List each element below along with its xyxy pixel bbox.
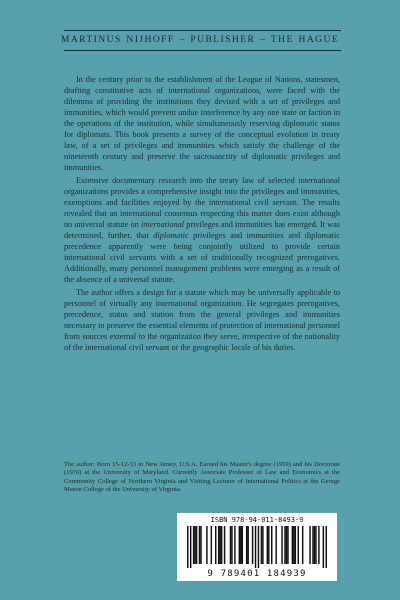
barcode-bar [284, 526, 285, 564]
blurb-p2-emphasis-diplomatic: diplomatic [153, 231, 189, 240]
barcode-bar [246, 526, 247, 564]
barcode-bar [242, 526, 243, 564]
blurb-paragraph-2 [64, 175, 340, 285]
barcode-bar [196, 526, 197, 564]
barcode-bar [281, 526, 282, 564]
barcode-bar [271, 526, 272, 564]
blurb-paragraph-1: In the century prior to the establishment of the League of Nations, statesmen, drafting constitutive acts of international organizations, were faced with the dilemma of providing the institutions they devised with a set of privileges and immunities, which would prevent undue interference by any one state or faction in the operations of the institution, while simultaneously reserving diplomatic status for diplomats. This book presents a survey of the conceptual evolution in treaty law, of a set of privileges and immunities which satisfy the challenge of the nineteenth century and preserve the sacrosanctity of diplomatic privileges and immunities. [64, 75, 340, 172]
blurb-p2-part-c: privileges and immunities and diplomatic precedence apparently were being conjointly utilized to provide certain international civil servants with a set of traditionally recognized prerogatives. Additionally, many personnel management problems were emerging as a result of the absence of a universal statute. [64, 231, 340, 284]
author-bio [64, 461, 340, 495]
barcode-bar [221, 526, 222, 564]
barcode-bar [206, 526, 207, 564]
barcode-bar [261, 526, 262, 564]
barcode-bar [318, 526, 319, 564]
barcode-bar [247, 526, 248, 564]
barcode-bar [239, 526, 240, 564]
blurb-paragraph-3: The author offers a design for a statute which may be universally applicable to personnel of virtually any international organization. He segregates prerogatives, precedence, status and station from the general privileges and immunities necessary to preserve the essential elements of protection of international personnel from sources external to the organization they serve, irrespective of the nationality of the international civil servant or the geographic locale of his duties. [64, 288, 340, 352]
barcode-bar [187, 526, 188, 568]
barcode-bar [286, 526, 287, 564]
barcode-bar [287, 526, 288, 564]
publisher-header: MARTINUS NIJHOFF – PUBLISHER – THE HAGUE [60, 34, 340, 45]
blurb-p2-emphasis-international: international [140, 220, 185, 229]
barcode-bar [298, 526, 299, 564]
barcode-bar [312, 526, 313, 564]
barcode-bar [234, 526, 235, 564]
barcode-bar [193, 526, 194, 564]
barcode-bar [268, 526, 269, 564]
blurb-text [64, 74, 340, 355]
blurb-p2-part-a: Extensive documentary research into the treaty law of selected international organizations provides a comprehensive insight into the privileges and immunities, exemptions and facilities enjoyed by the international civil servant. The results revealed that an international consensus respecting this matter does exist although no universal statute on [64, 176, 340, 229]
barcode-bar [309, 526, 310, 564]
barcode-bar [302, 526, 303, 564]
barcode-bar [315, 526, 316, 564]
barcode-bar [230, 526, 231, 564]
barcode-bar [231, 526, 232, 564]
barcode-bar [293, 526, 294, 564]
barcode-digits: 9 789401 184939 [207, 569, 307, 579]
header-rule-bottom [64, 50, 341, 51]
barcode-bar [258, 526, 259, 568]
barcode-bar [252, 526, 253, 564]
barcode-bar [314, 526, 315, 564]
barcode-bar [190, 526, 191, 568]
barcode-panel [177, 513, 337, 581]
author-bio-text: The author: Born 15-12-33 in New Jersey, U.S.A. Earned his Master's degree (1959) and his Doctorate (1970) at the University of Maryland. Currently Associate Professor of Law and Economics at the Community College of Northern Virginia and Visiting Lecturer of International Politics at the George Mason College of the University of Virginia. [64, 461, 340, 494]
blurb-p2-part-b: privileges and immunities has emerged. It was determined, further, that [64, 220, 341, 240]
isbn-label: ISBN 978-94-011-8493-9 [210, 516, 304, 524]
barcode-bar [218, 526, 219, 564]
barcode-bar [199, 526, 200, 564]
barcode-bar [262, 526, 263, 564]
barcode-bar [215, 526, 216, 564]
barcode-bar [194, 526, 195, 564]
barcode-bar [255, 526, 256, 568]
barcode-bar [292, 526, 293, 564]
barcode-bar [326, 526, 327, 568]
barcode-bar [211, 526, 212, 564]
barcode-bar [219, 526, 220, 564]
header-rule-top [64, 30, 341, 31]
barcode-bar [275, 526, 276, 564]
barcode-bar [323, 526, 324, 568]
barcode-icon [187, 526, 327, 568]
barcode-bar [240, 526, 241, 564]
barcode-bar [267, 526, 268, 564]
barcode-bar [224, 526, 225, 564]
barcode-bar [200, 526, 201, 564]
barcode-bar [295, 526, 296, 564]
